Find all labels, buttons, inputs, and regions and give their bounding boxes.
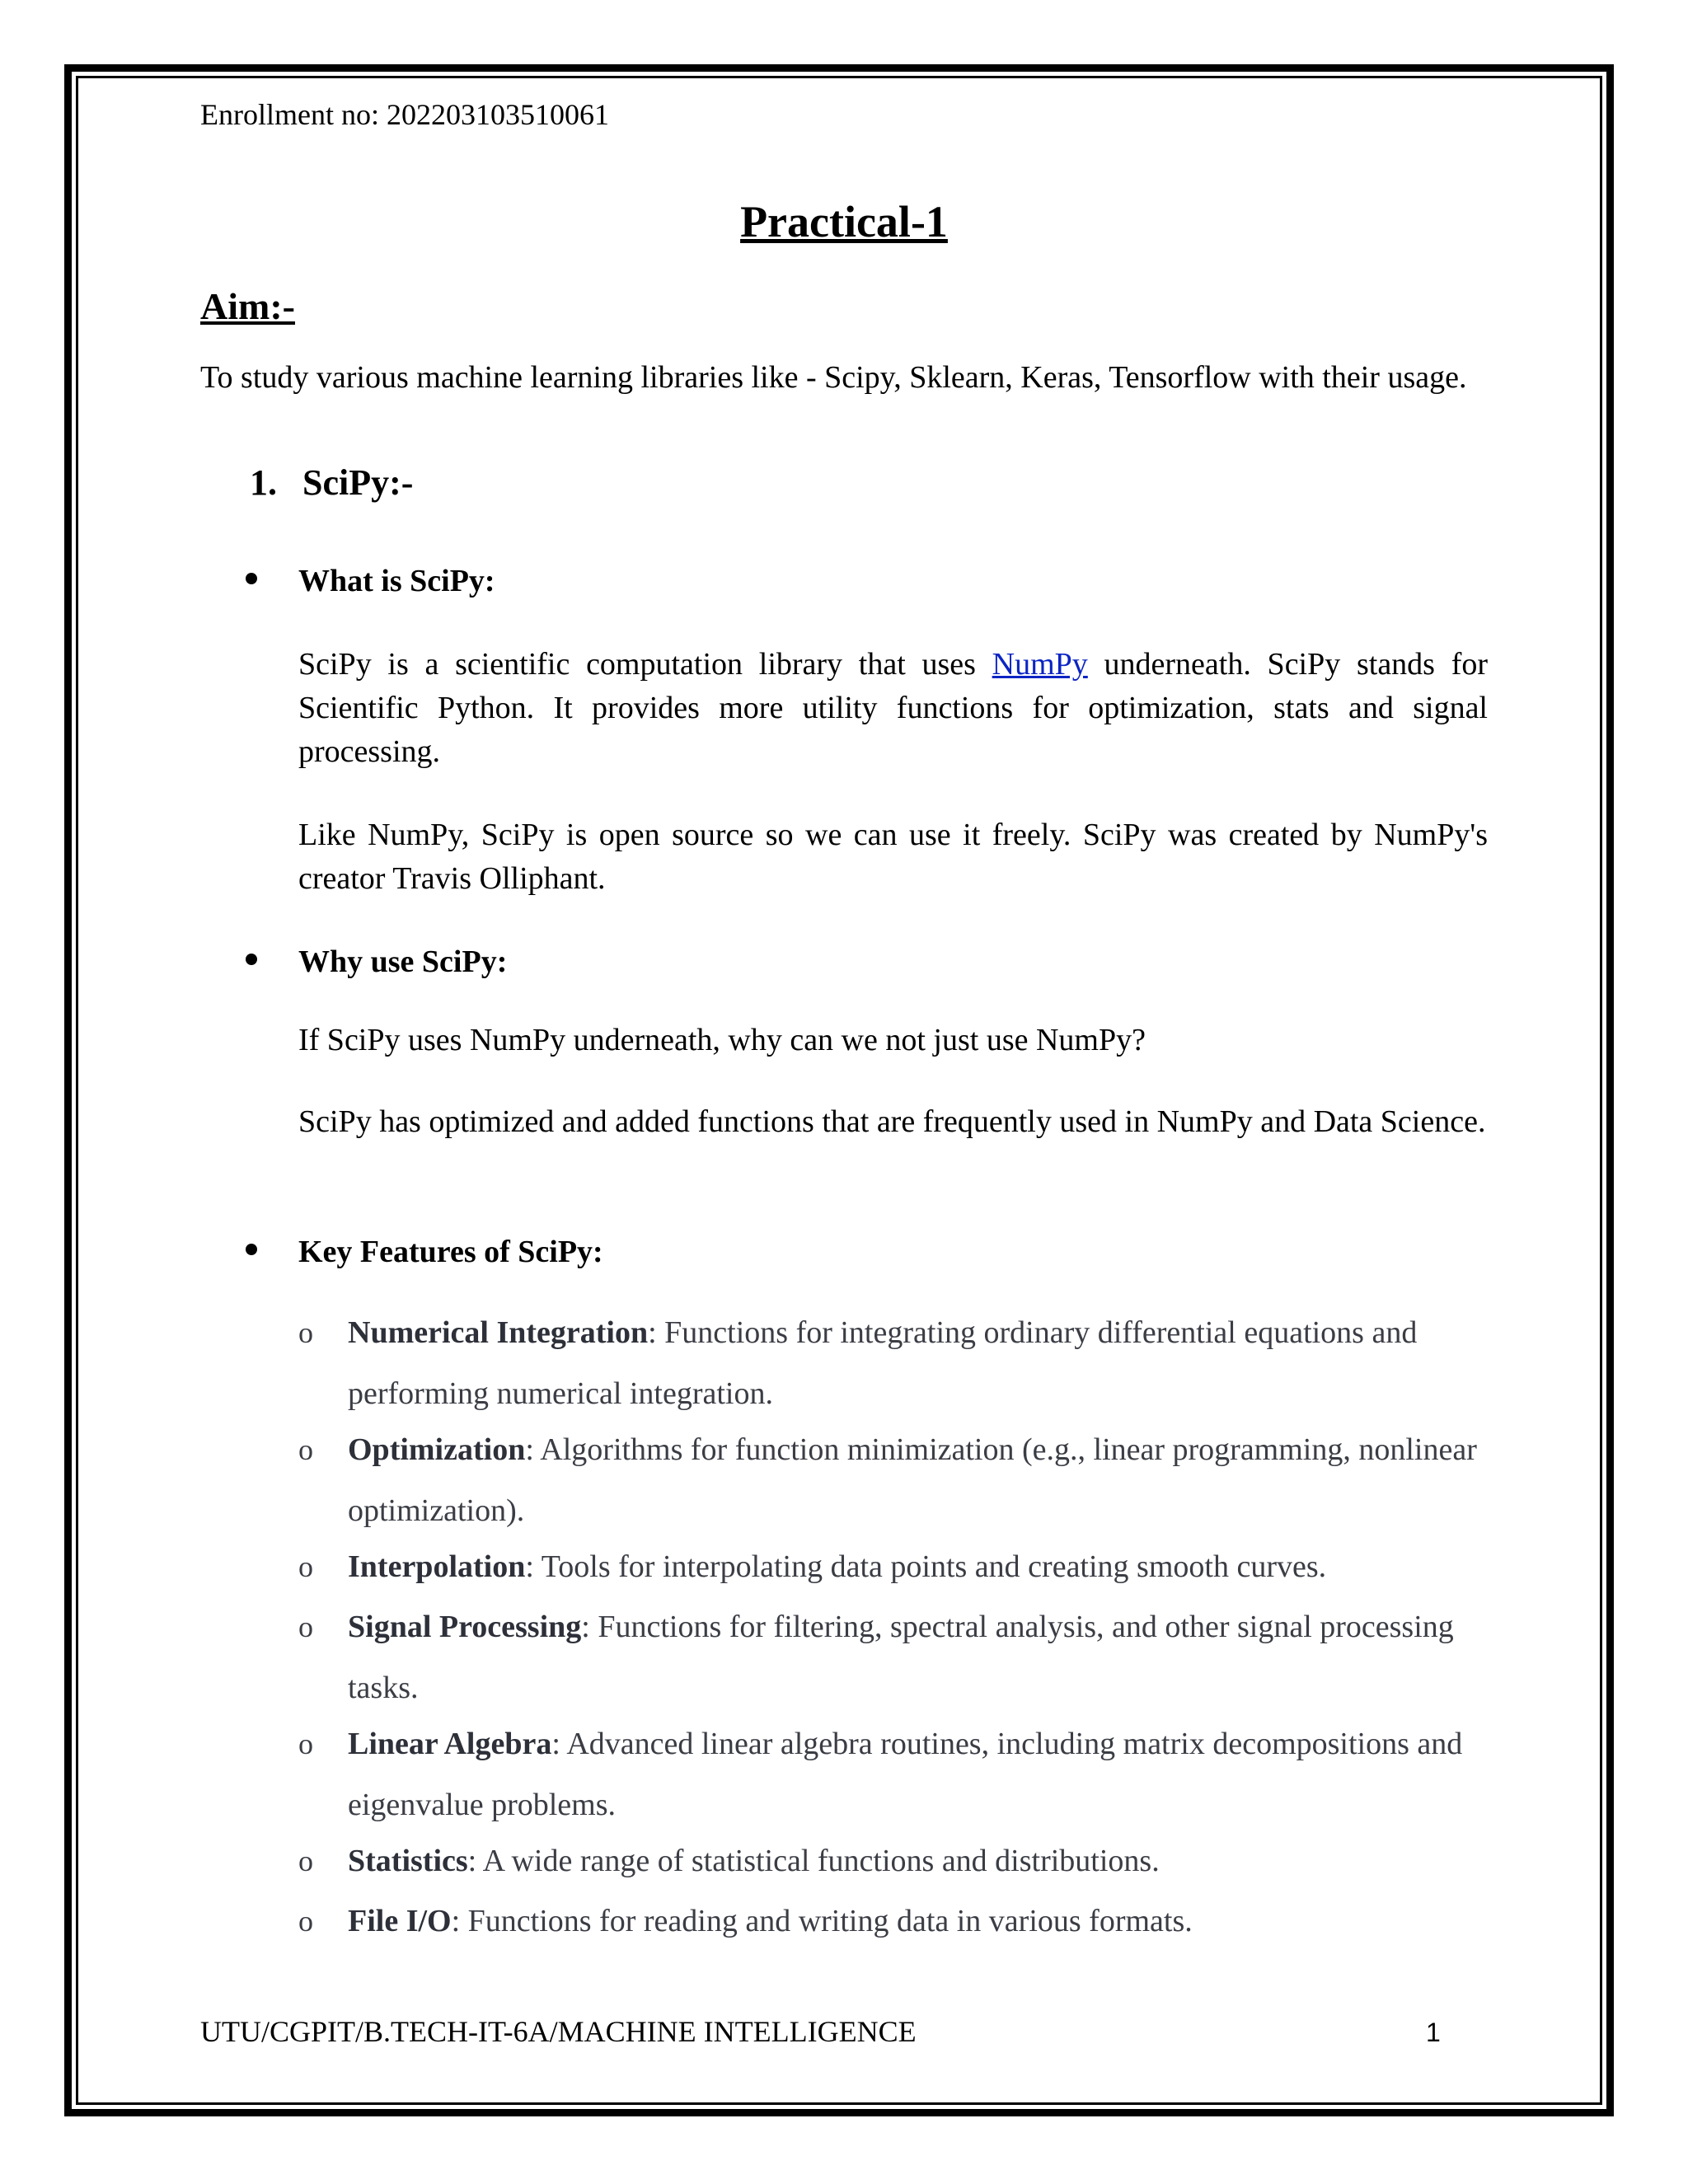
numpy-link[interactable]: NumPy (992, 647, 1088, 682)
feature-term: Statistics (348, 1844, 468, 1878)
section-title: SciPy:- (302, 462, 414, 503)
page-number: 1 (1426, 2018, 1441, 2047)
circle-bullet-icon: o (298, 1844, 313, 1877)
section-number: 1. (250, 462, 277, 503)
feature-desc: : Functions for reading and writing data in various formats. (451, 1904, 1193, 1938)
feature-term: Linear Algebra (348, 1727, 552, 1761)
circle-bullet-icon: o (298, 1905, 313, 1938)
bullet-icon (246, 1244, 257, 1255)
aim-text: To study various machine learning libraries like - Scipy, Sklearn, Keras, Tensorflow with their usage. (200, 360, 1467, 395)
feature-term: File I/O (348, 1904, 452, 1938)
what-is-text-after: underneath. SciPy stands for Scientific Python. It provides more utility functions for optimization, stats and signal processing. (298, 647, 1489, 769)
circle-bullet-icon: o (298, 1550, 313, 1583)
why-use-paragraph-2: SciPy has optimized and added functions that are frequently used in NumPy and Data Science. (298, 1104, 1486, 1139)
what-is-heading: What is SciPy: (298, 564, 495, 598)
feature-item (298, 1713, 1488, 1835)
bullet-icon (246, 573, 257, 584)
feature-term: Optimization (348, 1432, 526, 1467)
feature-item (298, 1596, 1488, 1718)
feature-desc: : Tools for interpolating data points and creating smooth curves. (525, 1549, 1327, 1584)
feature-desc: : Functions for filtering, spectral analysis, and other signal processing tasks. (348, 1610, 1454, 1705)
feature-item (298, 1302, 1488, 1424)
what-is-paragraph-1 (298, 643, 1488, 774)
feature-term: Interpolation (348, 1549, 526, 1584)
feature-item (298, 1536, 1488, 1597)
circle-bullet-icon: o (298, 1316, 313, 1349)
aim-heading: Aim:- (200, 285, 295, 327)
section-heading (250, 462, 413, 504)
feature-desc: : Advanced linear algebra routines, including matrix decompositions and eigenvalue problems. (348, 1727, 1463, 1822)
feature-desc: : Algorithms for function minimization (e.g., linear programming, nonlinear optimization). (348, 1432, 1477, 1528)
what-is-text-before: SciPy is a scientific computation library that uses (298, 647, 992, 682)
feature-term: Numerical Integration (348, 1315, 649, 1350)
what-is-paragraph-2: Like NumPy, SciPy is open source so we can use it freely. SciPy was created by NumPy's creator Travis Olliphant. (298, 818, 1488, 896)
page-title: Practical-1 (740, 197, 948, 246)
bullet-icon (246, 954, 257, 965)
feature-desc: : Functions for integrating ordinary differential equations and performing numerical integration. (348, 1315, 1418, 1411)
circle-bullet-icon: o (298, 1610, 313, 1643)
circle-bullet-icon: o (298, 1433, 313, 1466)
footer-text: UTU/CGPIT/B.TECH-IT-6A/MACHINE INTELLIGENCE (200, 2015, 917, 2048)
feature-item (298, 1830, 1488, 1891)
why-use-paragraph-1: If SciPy uses NumPy underneath, why can we not just use NumPy? (298, 1023, 1146, 1057)
why-use-heading: Why use SciPy: (298, 944, 508, 979)
key-features-heading: Key Features of SciPy: (298, 1235, 603, 1269)
circle-bullet-icon: o (298, 1727, 313, 1760)
feature-item (298, 1891, 1488, 1952)
feature-desc: : A wide range of statistical functions and distributions. (467, 1844, 1160, 1878)
enrollment-number: Enrollment no: 202203103510061 (200, 98, 609, 131)
feature-item (298, 1419, 1488, 1541)
feature-term: Signal Processing (348, 1610, 582, 1644)
